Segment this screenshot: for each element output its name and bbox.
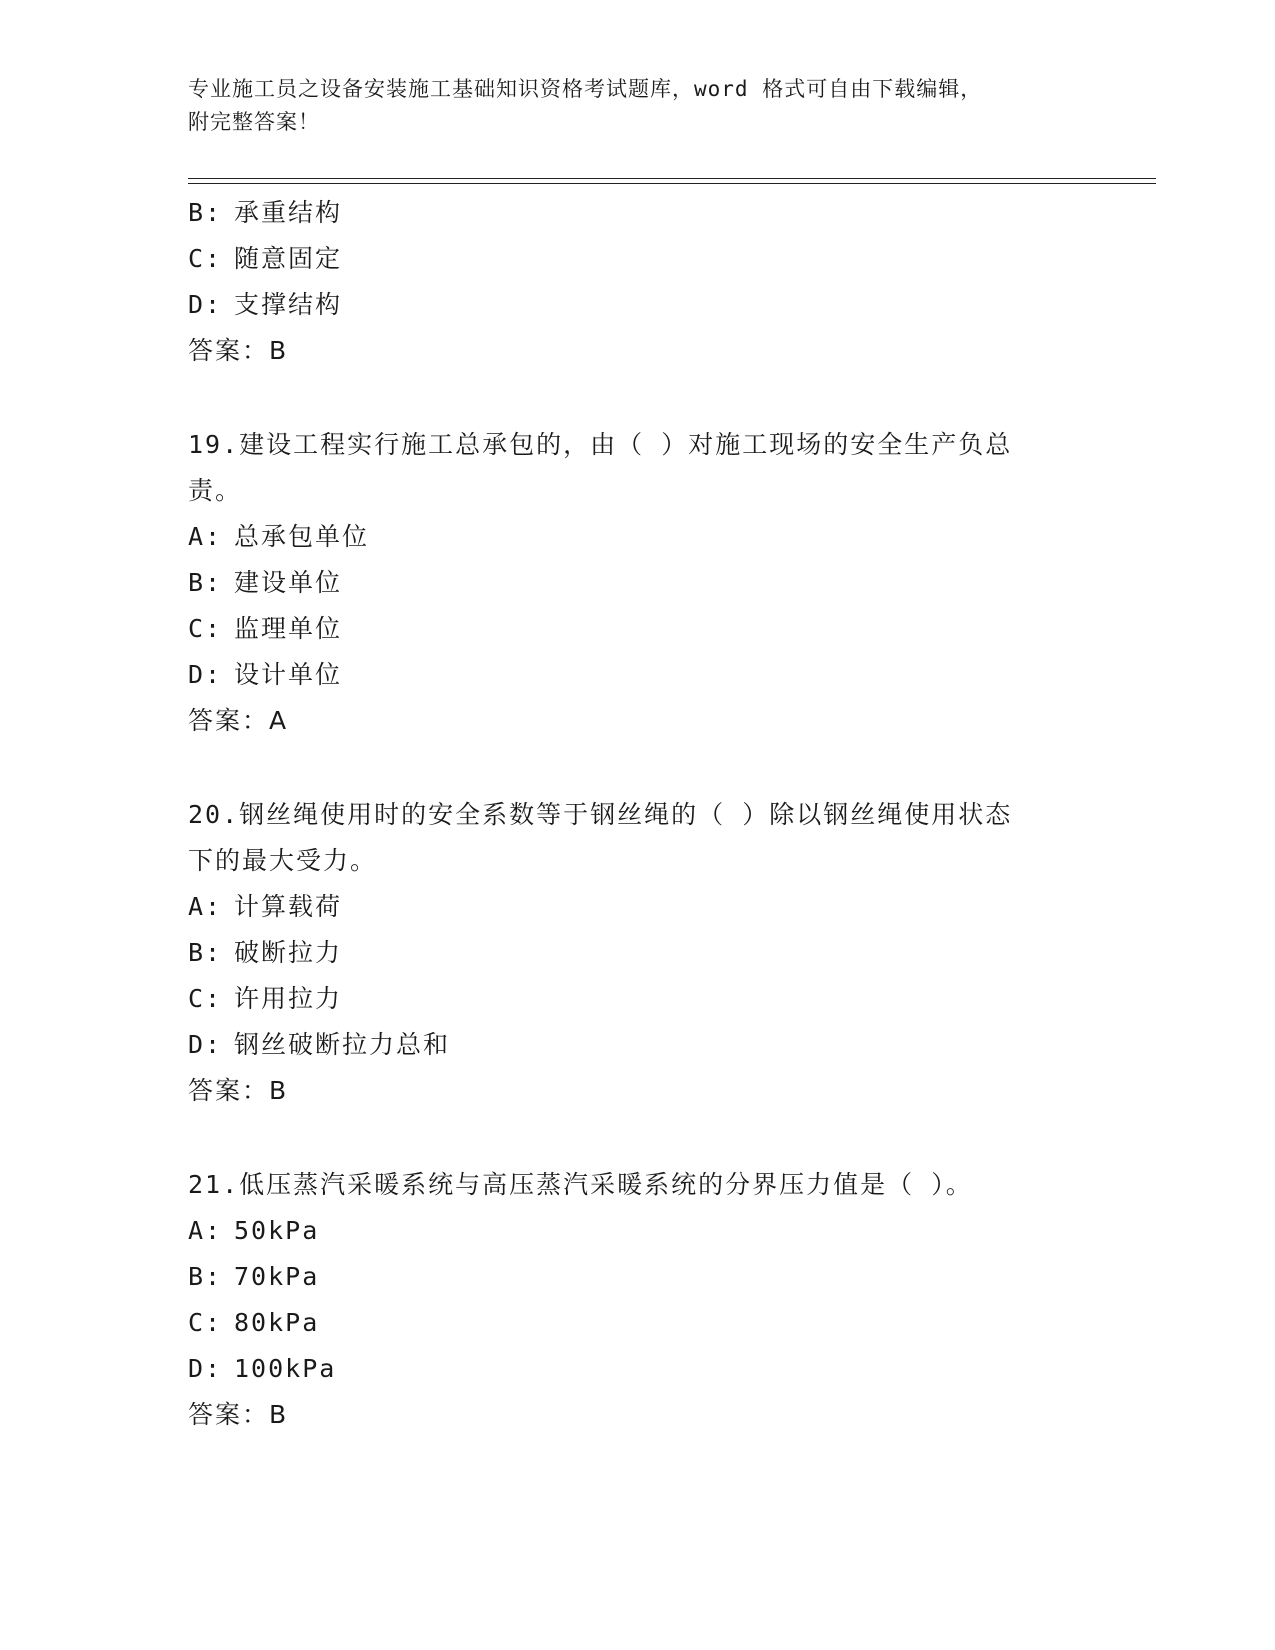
option-text: 承重结构 (234, 198, 343, 227)
question-20 (188, 792, 1068, 1114)
option-line (188, 884, 1068, 930)
option-text: 破断拉力 (234, 938, 343, 967)
header-divider-bottom (188, 183, 1156, 184)
option-line (188, 514, 1068, 560)
option-text: 设计单位 (234, 660, 343, 689)
option-letter: B: (188, 568, 223, 597)
option-text: 钢丝破断拉力总和 (234, 1030, 451, 1059)
option-letter: D: (188, 660, 223, 689)
option-line (188, 560, 1068, 606)
option-text: 随意固定 (234, 244, 343, 273)
header-divider-top (188, 178, 1156, 179)
option-line (188, 1022, 1068, 1068)
option-text: 支撑结构 (234, 290, 343, 319)
option-text: 50kPa (234, 1216, 320, 1245)
option-line (188, 1208, 1068, 1254)
option-line (188, 976, 1068, 1022)
option-letter: B: (188, 938, 223, 967)
carryover-block (188, 190, 1068, 374)
header-line-1: 专业施工员之设备安装施工基础知识资格考试题库，word 格式可自由下载编辑， (188, 77, 983, 101)
option-text: 监理单位 (234, 614, 343, 643)
option-line (188, 1254, 1068, 1300)
question-text-line-1: 19.建设工程实行施工总承包的，由（ ）对施工现场的安全生产负总 (188, 430, 1013, 459)
question-content (188, 190, 1068, 1438)
option-letter: D: (188, 290, 223, 319)
option-letter: C: (188, 614, 223, 643)
option-line (188, 652, 1068, 698)
option-line (188, 930, 1068, 976)
option-letter: C: (188, 984, 223, 1013)
option-line (188, 1346, 1068, 1392)
header-line-2: 附完整答案！ (188, 110, 320, 134)
answer-line: 答案：B (188, 336, 289, 365)
option-text: 建设单位 (234, 568, 343, 597)
option-line (188, 1300, 1068, 1346)
option-letter: C: (188, 1308, 223, 1337)
option-letter: B: (188, 1262, 223, 1291)
option-letter: A: (188, 892, 223, 921)
option-letter: D: (188, 1030, 223, 1059)
question-text-line-2: 下的最大受力。 (188, 846, 378, 875)
option-line (188, 606, 1068, 652)
answer-line: 答案：B (188, 1400, 289, 1429)
option-letter: A: (188, 1216, 223, 1245)
question-text-line-1: 21.低压蒸汽采暖系统与高压蒸汽采暖系统的分界压力值是（ ）。 (188, 1170, 973, 1199)
document-header (188, 73, 1088, 139)
question-text-line-1: 20.钢丝绳使用时的安全系数等于钢丝绳的（ ）除以钢丝绳使用状态 (188, 800, 1013, 829)
answer-line: 答案：B (188, 1076, 289, 1105)
spacer (188, 374, 1068, 422)
spacer (188, 744, 1068, 792)
option-text: 100kPa (234, 1354, 337, 1383)
answer-line: 答案：A (188, 706, 289, 735)
option-text: 总承包单位 (234, 522, 370, 551)
option-letter: D: (188, 1354, 223, 1383)
option-letter: C: (188, 244, 223, 273)
spacer (188, 1114, 1068, 1162)
option-letter: B: (188, 198, 223, 227)
option-text: 70kPa (234, 1262, 320, 1291)
question-text-line-2: 责。 (188, 476, 243, 505)
question-19 (188, 422, 1068, 744)
option-line (188, 236, 1068, 282)
option-letter: A: (188, 522, 223, 551)
question-21 (188, 1162, 1068, 1438)
option-text: 计算载荷 (234, 892, 343, 921)
option-text: 80kPa (234, 1308, 320, 1337)
option-line (188, 190, 1068, 236)
option-text: 许用拉力 (234, 984, 343, 1013)
option-line (188, 282, 1068, 328)
